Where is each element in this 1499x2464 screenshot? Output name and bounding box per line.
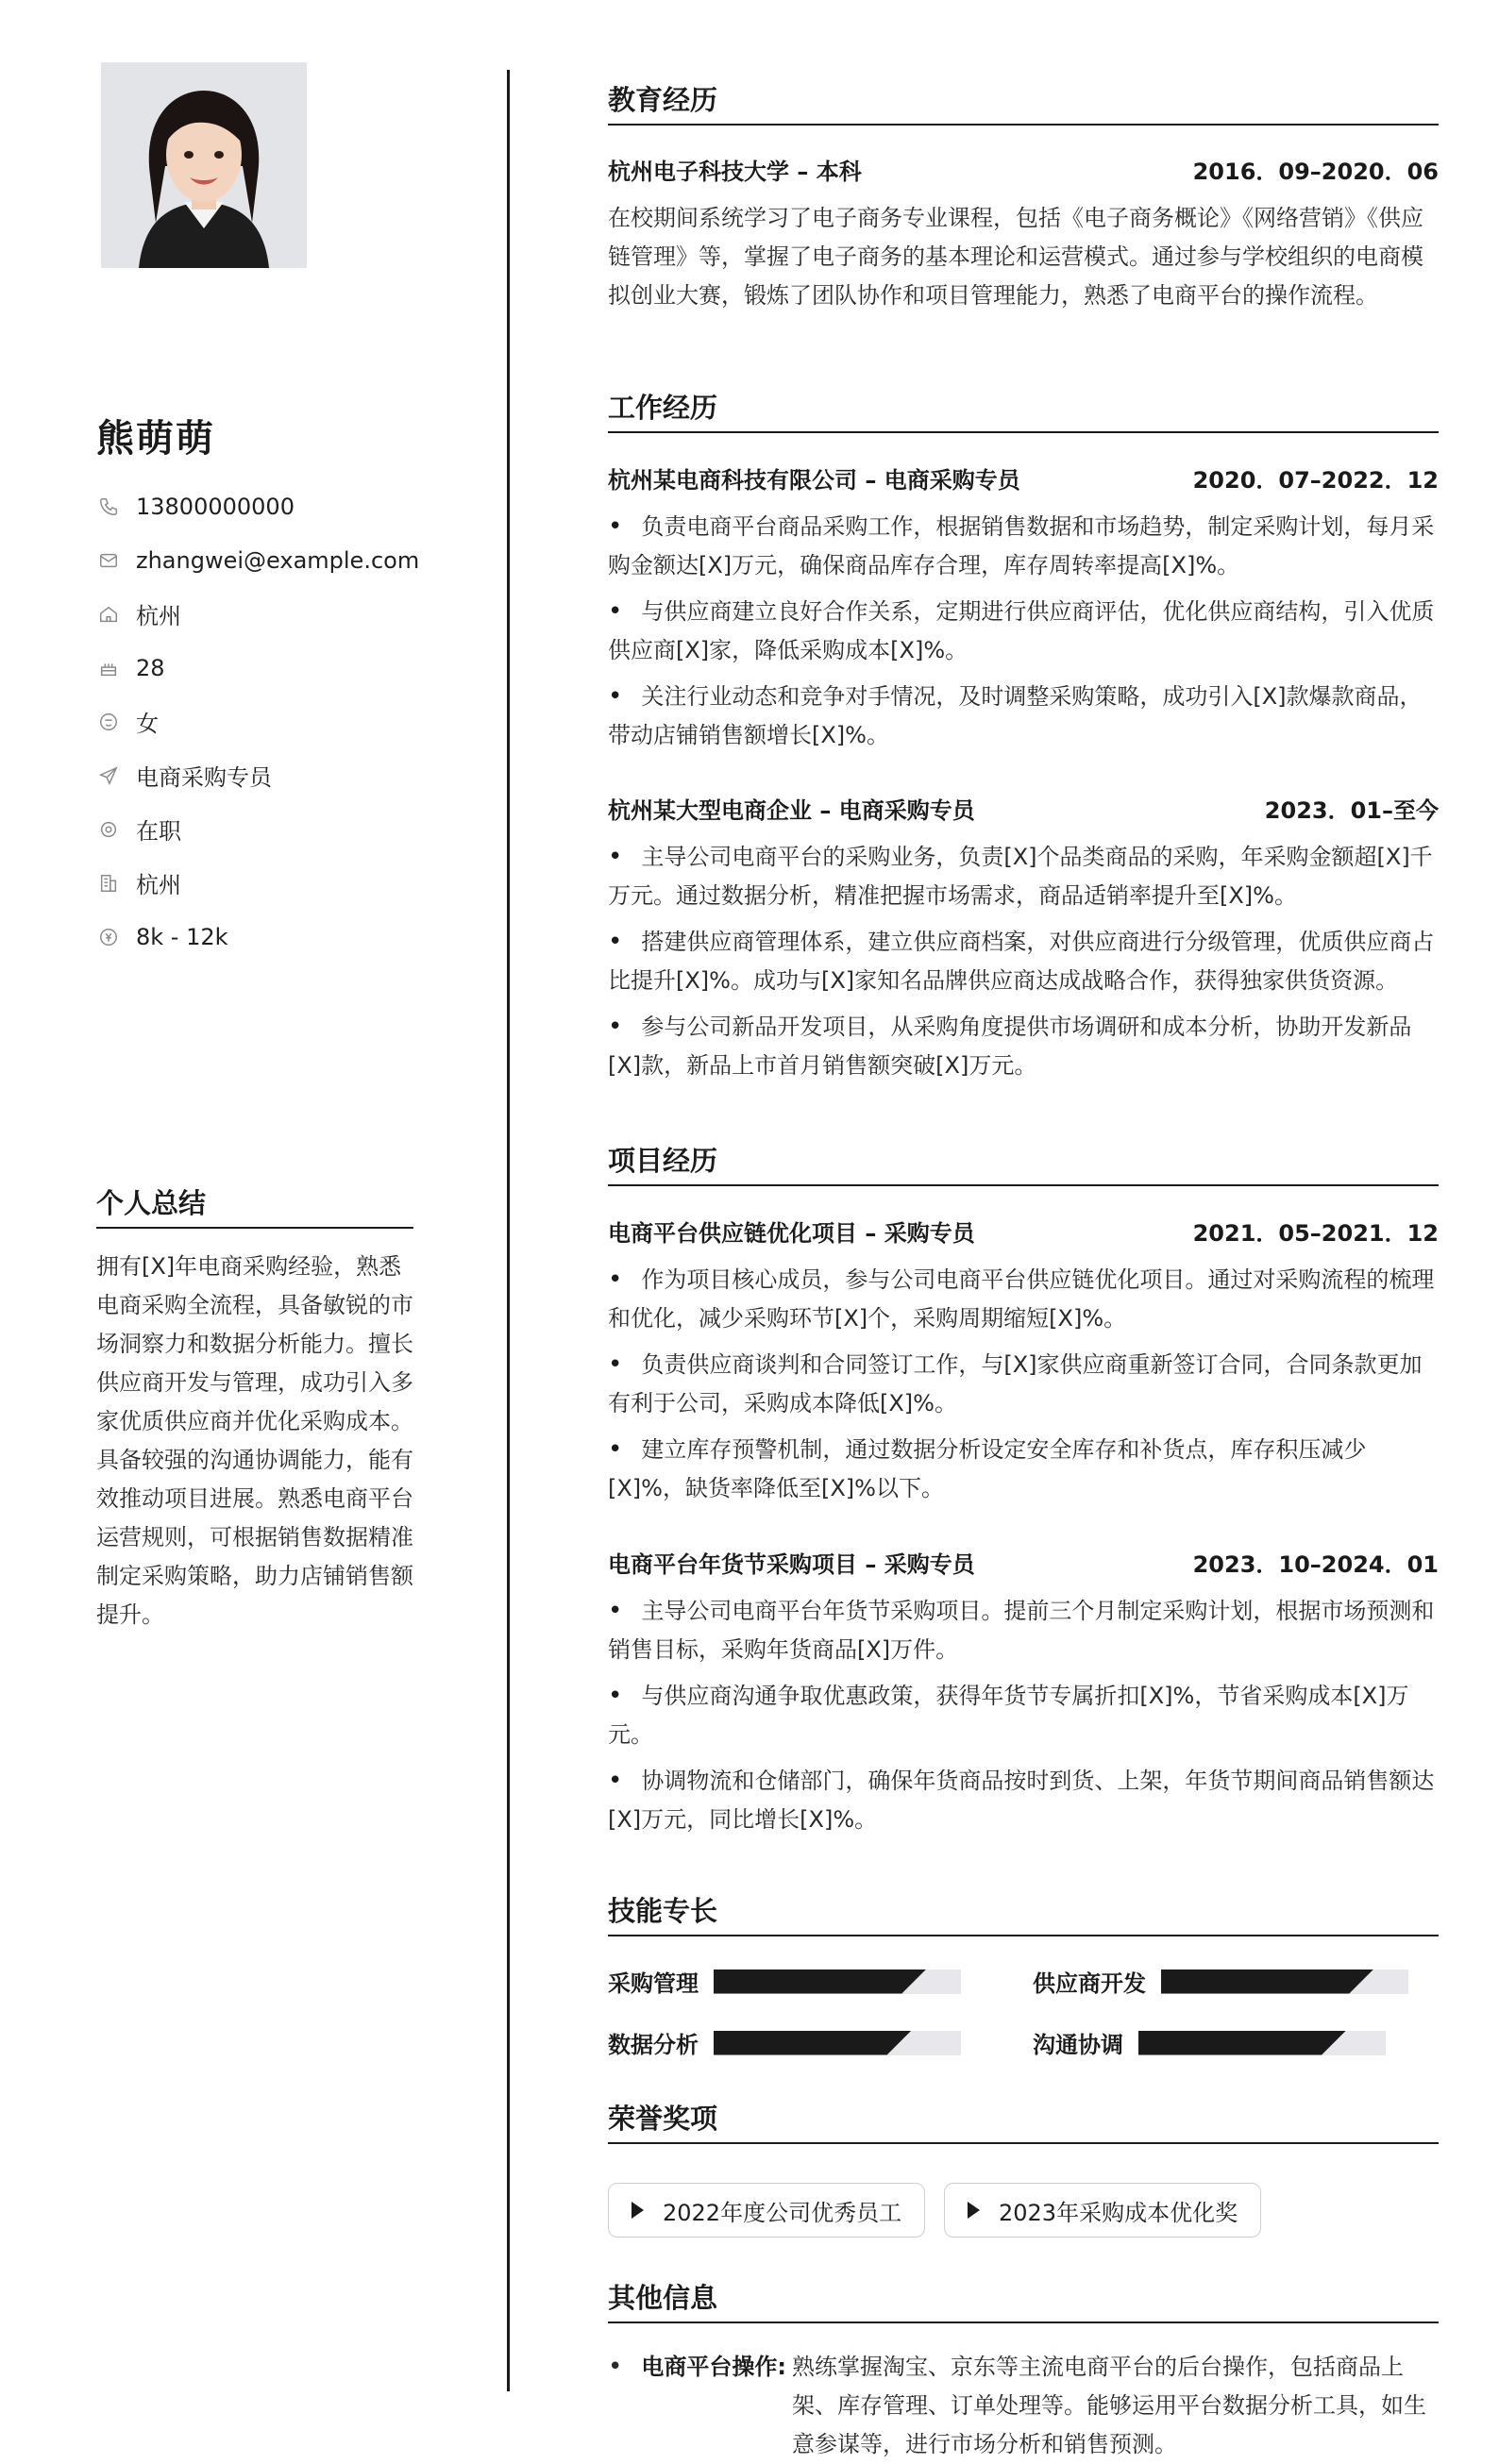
list-item: • 作为项目核心成员，参与公司电商平台供应链优化项目。通过对采购流程的梳理和优化，减少采购环节[X]个，采购周期缩短[X]%。 <box>608 1261 1439 1338</box>
list-item: • 主导公司电商平台的采购业务，负责[X]个品类商品的采购，年采购金额超[X]千万元。通过数据分析，精准把握市场需求，商品适销率提升至[X]%。 <box>608 838 1439 915</box>
skill-name: 沟通协调 <box>1033 2032 1123 2058</box>
mail-icon <box>96 548 121 573</box>
phone-icon <box>96 494 121 519</box>
project-1-head <box>608 1215 1439 1248</box>
education-desc: 在校期间系统学习了电子商务专业课程，包括《电子商务概论》《网络营销》《供应链管理》等，掌握了电子商务的基本理论和运营模式。通过参与学校组织的电商模拟创业大赛，锻炼了团队协作和项目管理能力，熟悉了电商平台的操作流程。 <box>608 205 1423 309</box>
list-item: • 关注行业动态和竞争对手情况，及时调整采购策略，成功引入[X]款爆款商品，带动店铺销售额增长[X]%。 <box>608 678 1439 755</box>
contact-phone <box>96 479 419 533</box>
skill-data-analysis <box>608 2026 961 2059</box>
project-2-head <box>608 1546 1439 1579</box>
awards-title: 荣誉奖项 <box>608 2098 1439 2144</box>
skill-name: 数据分析 <box>608 2032 699 2058</box>
contact-city-value: 杭州 <box>136 872 181 898</box>
contact-gender-value: 女 <box>136 711 159 737</box>
skill-bar-fill <box>1138 2031 1346 2055</box>
contact-gender <box>96 695 419 748</box>
avatar-photo <box>101 62 307 268</box>
job-2-bullets <box>608 838 1439 1093</box>
paper-plane-icon <box>96 763 121 788</box>
award-badge <box>608 2183 925 2238</box>
column-divider <box>507 70 510 2391</box>
skill-bar-fill <box>1161 1970 1373 1994</box>
gender-icon <box>96 710 121 734</box>
skill-supplier-dev <box>1033 1965 1408 1998</box>
home-icon <box>96 602 121 627</box>
bullet-dot: • <box>608 2353 623 2381</box>
award-label: 2023年采购成本优化奖 <box>999 2199 1238 2226</box>
contact-age <box>96 641 419 695</box>
project-1-title: 电商平台供应链优化项目 – 采购专员 <box>608 1220 975 1247</box>
contact-salary <box>96 910 419 964</box>
other-item-label: 电商平台操作: <box>641 2354 786 2380</box>
contact-status-value: 在职 <box>136 818 181 845</box>
other-item-text: 熟练掌握淘宝、京东等主流电商平台的后台操作，包括商品上架、库存管理、订单处理等。能够运用平台数据分析工具，如生意参谋等，进行市场分析和销售预测。 <box>791 2354 1426 2457</box>
project-2-bullets <box>608 1592 1439 1847</box>
contact-position <box>96 748 419 802</box>
contact-status <box>96 802 419 856</box>
education-period: 2016．09–2020．06 <box>1192 159 1439 185</box>
job-1-title: 杭州某电商科技有限公司 – 电商采购专员 <box>608 467 1020 494</box>
education-title: 教育经历 <box>608 79 1439 126</box>
contact-city <box>96 856 419 910</box>
skills-title: 技能专长 <box>608 1890 1439 1936</box>
education-head <box>608 153 1439 186</box>
summary-text: 拥有[X]年电商采购经验，熟悉电商采购全流程，具备敏锐的市场洞察力和数据分析能力。擅长供应商开发与管理，成功引入多家优质供应商并优化采购成本。具备较强的沟通协调能力，能有效推动项目进展。熟悉电商平台运营规则，可根据销售数据精准制定采购策略，助力店铺销售额提升。 <box>96 1253 413 1628</box>
skill-bar <box>1138 2031 1386 2055</box>
person-name: 熊萌萌 <box>96 417 215 461</box>
list-item: • 搭建供应商管理体系，建立供应商档案，对供应商进行分级管理，优质供应商占比提升[X]%。成功与[X]家知名品牌供应商达成战略合作，获得独家供货资源。 <box>608 923 1439 1000</box>
contact-list <box>96 479 419 964</box>
contact-email-value: zhangwei@example.com <box>136 546 420 574</box>
status-icon <box>96 817 121 842</box>
skill-bar-fill <box>714 1970 926 1994</box>
list-item: • 与供应商建立良好合作关系，定期进行供应商评估，优化供应商结构，引入优质供应商[X]家，降低采购成本[X]%。 <box>608 593 1439 670</box>
skill-communication <box>1033 2026 1386 2059</box>
list-item: • 建立库存预警机制，通过数据分析设定安全库存和补货点，库存积压减少[X]%，缺货率降低至[X]%以下。 <box>608 1431 1439 1508</box>
job-2-head <box>608 792 1439 825</box>
summary-title: 个人总结 <box>96 1182 413 1229</box>
salary-icon <box>96 925 121 949</box>
other-item <box>608 2348 1439 2457</box>
skill-bar <box>1161 1970 1408 1994</box>
avatar <box>101 62 307 268</box>
job-1-bullets <box>608 508 1439 763</box>
project-2-title: 电商平台年货节采购项目 – 采购专员 <box>608 1551 975 1578</box>
job-1-head <box>608 461 1439 494</box>
contact-phone-value: 13800000000 <box>136 493 295 520</box>
education-school: 杭州电子科技大学 – 本科 <box>608 159 862 185</box>
play-icon <box>968 2202 980 2219</box>
contact-salary-value: 8k - 12k <box>136 923 228 950</box>
contact-home <box>96 587 419 641</box>
contact-position-value: 电商采购专员 <box>136 764 272 791</box>
projects-title: 项目经历 <box>608 1140 1439 1186</box>
skill-purchasing <box>608 1965 961 1998</box>
skill-name: 采购管理 <box>608 1970 699 1997</box>
job-1-period: 2020．07–2022．12 <box>1192 467 1439 494</box>
project-2-period: 2023．10–2024．01 <box>1192 1551 1439 1578</box>
list-item: • 参与公司新品开发项目，从采购角度提供市场调研和成本分析，协助开发新品[X]款，新品上市首月销售额突破[X]万元。 <box>608 1008 1439 1085</box>
building-icon <box>96 871 121 896</box>
skill-bar <box>714 1970 961 1994</box>
project-1-period: 2021．05–2021．12 <box>1192 1220 1439 1247</box>
work-title: 工作经历 <box>608 387 1439 433</box>
contact-email <box>96 533 419 587</box>
skill-bar <box>714 2031 961 2055</box>
list-item: • 负责电商平台商品采购工作，根据销售数据和市场趋势，制定采购计划，每月采购金额达[X]万元，确保商品库存合理，库存周转率提高[X]%。 <box>608 508 1439 585</box>
award-badge <box>944 2183 1261 2238</box>
left-column <box>0 0 502 2405</box>
project-1-bullets <box>608 1261 1439 1516</box>
contact-age-value: 28 <box>136 654 165 681</box>
skill-name: 供应商开发 <box>1033 1970 1146 1997</box>
award-label: 2022年度公司优秀员工 <box>663 2199 902 2226</box>
job-2-title: 杭州某大型电商企业 – 电商采购专员 <box>608 797 975 824</box>
list-item: • 协调物流和仓储部门，确保年货商品按时到货、上架，年货节期间商品销售额达[X]万元，同比增长[X]%。 <box>608 1762 1439 1839</box>
other-title: 其他信息 <box>608 2277 1439 2323</box>
list-item: • 主导公司电商平台年货节采购项目。提前三个月制定采购计划，根据市场预测和销售目标，采购年货商品[X]万件。 <box>608 1592 1439 1669</box>
job-2-period: 2023．01–至今 <box>1264 797 1439 824</box>
play-icon <box>632 2202 644 2219</box>
list-item: • 负责供应商谈判和合同签订工作，与[X]家供应商重新签订合同，合同条款更加有利于公司，采购成本降低[X]%。 <box>608 1346 1439 1423</box>
list-item: • 与供应商沟通争取优惠政策，获得年货节专属折扣[X]%，节省采购成本[X]万元。 <box>608 1677 1439 1754</box>
contact-home-value: 杭州 <box>136 603 181 629</box>
cake-icon <box>96 656 121 680</box>
skill-bar-fill <box>714 2031 912 2055</box>
